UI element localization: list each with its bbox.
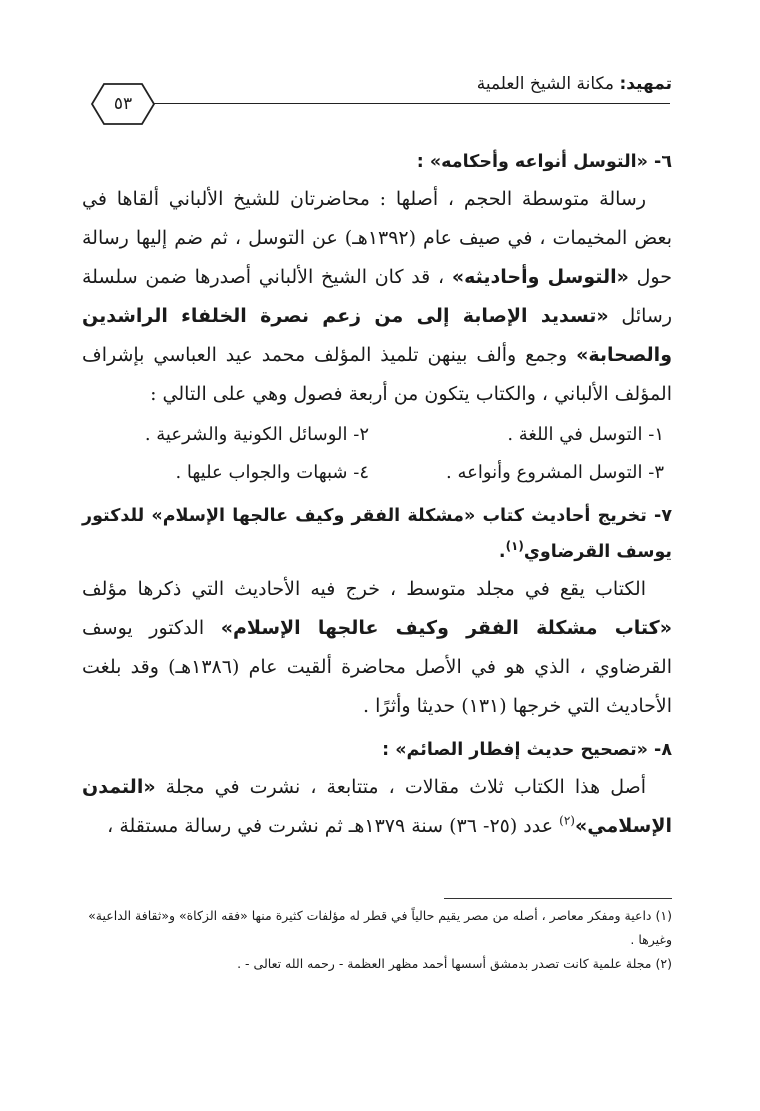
title-tawassul-ahadith: «التوسل وأحاديثه» bbox=[451, 266, 629, 288]
title-tasdid-al-isaba: «تسديد الإصابة إلى من زعم نصرة الخلفاء الراشدين والصحابة» bbox=[82, 305, 672, 366]
paragraph-6-text-1: رسالة متوسطة الحجم ، أصلها : محاضرتان للشيخ الألباني ألقاها في بعض المخيمات ، في صيف عام (١٣٩٢هـ) عن التوسل ، ثم ضم إليها رسالة حول bbox=[82, 188, 672, 288]
page-number: ٥٣ bbox=[113, 94, 133, 114]
chapter-list bbox=[82, 416, 672, 492]
section-heading-6: ٦- «التوسل أنواعه وأحكامه» : bbox=[416, 152, 672, 172]
paragraph-7-text-2: الدكتور يوسف القرضاوي ، الذي هو في الأصل محاضرة ألقيت عام (١٣٨٦هـ) وقد بلغت الأحاديث التي خرجها (١٣١) حديثا وأثرًا . bbox=[82, 617, 672, 717]
paragraph-8-text-2: عدد (٢٥- ٣٦) سنة ١٣٧٩هـ ثم نشرت في رسالة مستقلة ، bbox=[107, 815, 560, 837]
footnote-rule bbox=[444, 898, 672, 899]
footnote-ref-2: (٢) bbox=[559, 813, 575, 828]
list-item: ١- التوسل في اللغة . bbox=[507, 424, 664, 445]
footnote-text: داعية ومفكر معاصر ، أصله من مصر يقيم حالياً في قطر له مؤلفات كثيرة منها «فقه الزكاة» و«ثقافة الداعية» وغيرها . bbox=[88, 908, 672, 947]
running-header bbox=[104, 68, 672, 100]
list-item: ٤- شبهات والجواب عليها . bbox=[175, 462, 369, 483]
paragraph-7 bbox=[82, 570, 672, 726]
footnote-number: (٢) bbox=[655, 956, 672, 971]
header-rule bbox=[150, 103, 670, 104]
footnote-ref-1: (١) bbox=[505, 539, 524, 554]
footnotes bbox=[82, 904, 672, 976]
section-heading-7 bbox=[82, 498, 672, 570]
main-text bbox=[82, 144, 672, 846]
footnote-2 bbox=[82, 952, 672, 976]
paragraph-6-text-2: ، قد كان الشيخ الألباني أصدرها ضمن سلسلة رسائل bbox=[82, 266, 672, 327]
page-number-badge bbox=[90, 82, 156, 126]
title-mushkilat-al-faqr: «كتاب مشكلة الفقر وكيف عالجها الإسلام» bbox=[220, 617, 672, 639]
footnote-text: مجلة علمية كانت تصدر بدمشق أسسها أحمد مظهر العظمة - رحمه الله تعالى - . bbox=[237, 956, 652, 971]
paragraph-8 bbox=[82, 768, 672, 846]
paragraph-6-text-3: وجمع وألف بينهن تلميذ المؤلف محمد عيد العباسي بإشراف المؤلف الألباني ، والكتاب يتكون من أربعة فصول وهي على التالي : bbox=[82, 344, 672, 405]
header-section-title: مكانة الشيخ العلمية bbox=[476, 74, 615, 94]
title-al-tamaddun-al-islami: «التمدن الإسلامي» bbox=[82, 776, 672, 837]
paragraph-6 bbox=[82, 180, 672, 414]
section-heading-7-end: . bbox=[498, 542, 506, 562]
header-section-label: تمهيد: bbox=[619, 74, 672, 94]
footnote-1 bbox=[82, 904, 672, 952]
paragraph-7-text-1: الكتاب يقع في مجلد متوسط ، خرج فيه الأحاديث التي ذكرها مؤلف bbox=[82, 578, 646, 600]
paragraph-8-text-1: أصل هذا الكتاب ثلاث مقالات ، متتابعة ، نشرت في مجلة bbox=[155, 776, 646, 798]
list-item: ٣- التوسل المشروع وأنواعه . bbox=[446, 462, 664, 483]
list-item: ٢- الوسائل الكونية والشرعية . bbox=[144, 424, 369, 445]
section-heading-8: ٨- «تصحيح حديث إفطار الصائم» : bbox=[382, 740, 672, 760]
footnote-number: (١) bbox=[655, 908, 672, 923]
section-heading-7-text: ٧- تخريج أحاديث كتاب «مشكلة الفقر وكيف عالجها الإسلام» للدكتور يوسف القرضاوي bbox=[82, 506, 672, 562]
